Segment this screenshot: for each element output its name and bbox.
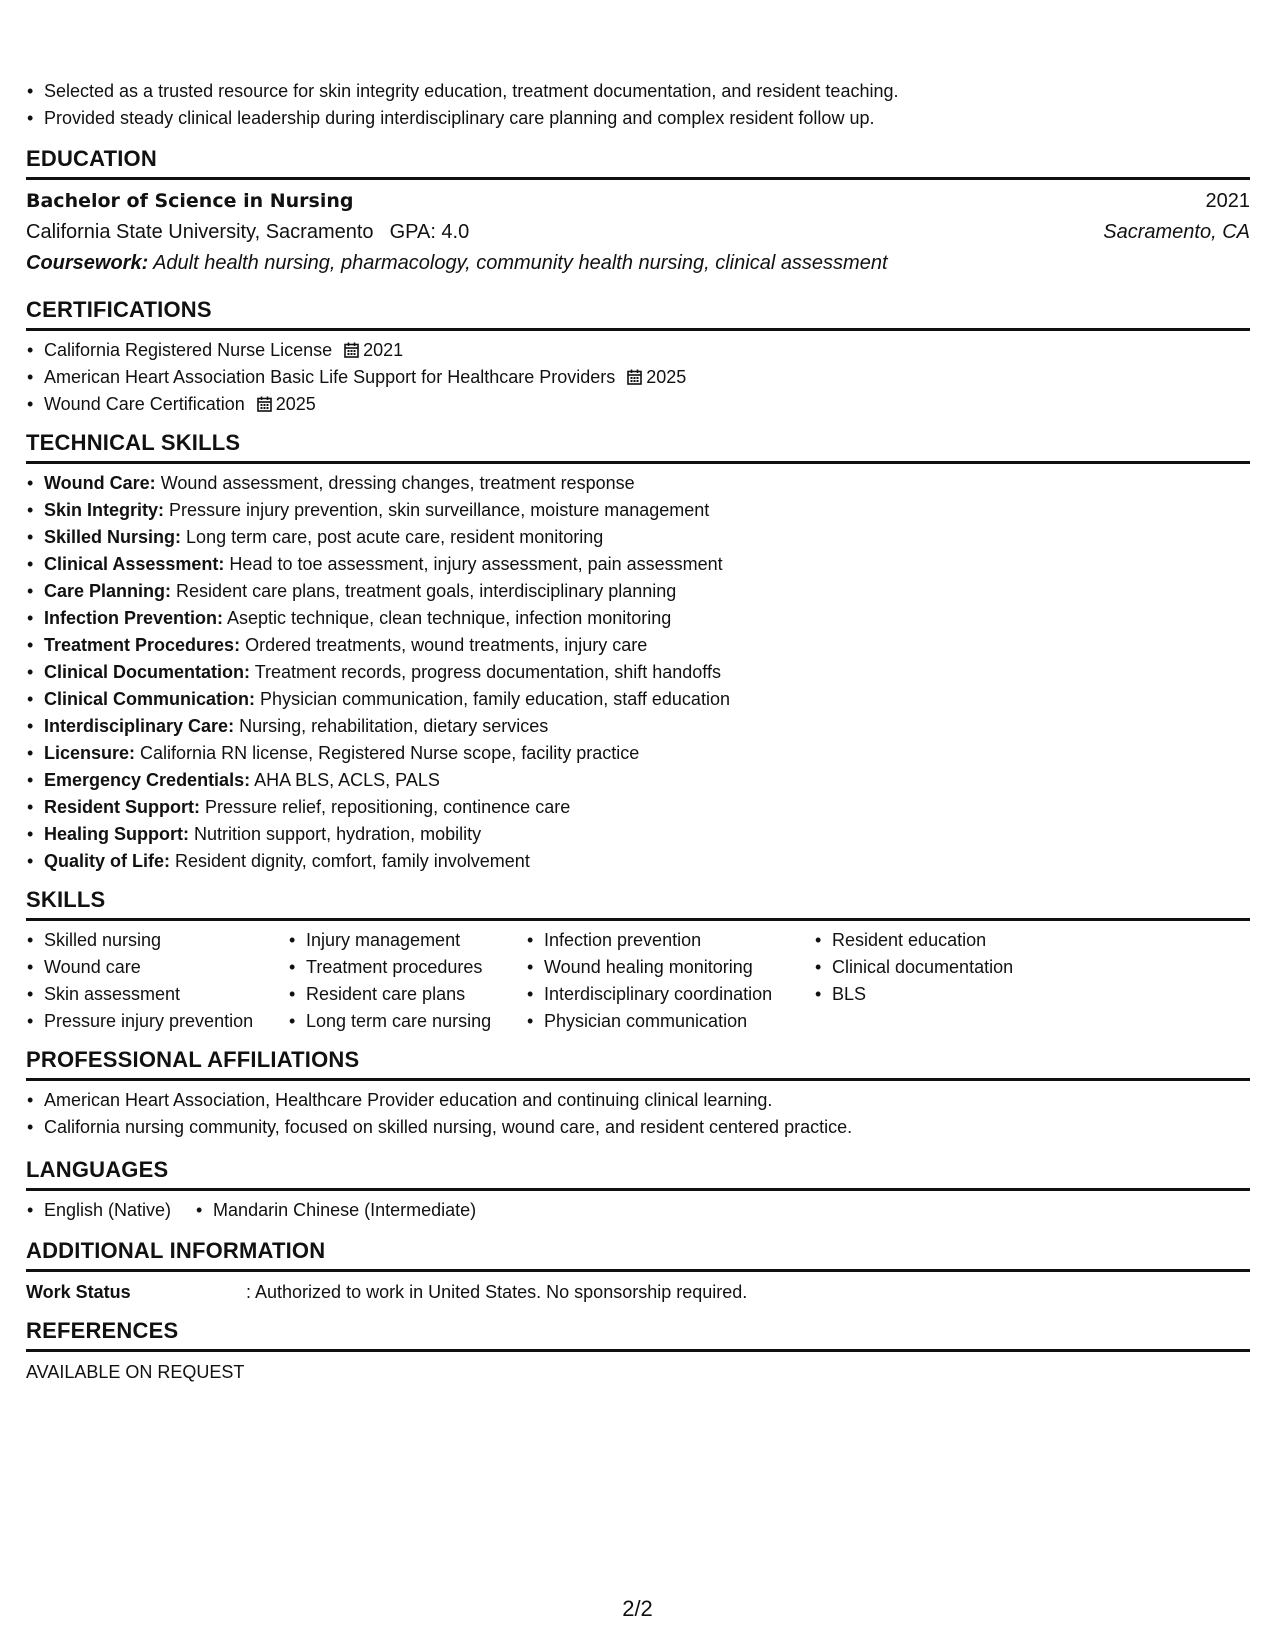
section-heading: EDUCATION: [26, 146, 1250, 180]
affiliation-item: • California nursing community, focused on skilled nursing, wound care, and resident centered practice.: [26, 1114, 1250, 1141]
technical-skill-item: [26, 767, 1250, 794]
certification-item: [26, 364, 1250, 391]
calendar-icon: [257, 396, 272, 412]
skill-text: Head to toe assessment, injury assessment, pain assessment: [229, 554, 723, 574]
skill-item: • Skilled nursing: [26, 927, 266, 954]
section-heading: SKILLS: [26, 887, 1250, 921]
education-section: [26, 146, 1250, 279]
affiliation-item: • American Heart Association, Healthcare Provider education and continuing clinical learning.: [26, 1087, 1250, 1114]
additional-info-section: [26, 1238, 1250, 1306]
skill-item: • Physician communication: [526, 1008, 792, 1035]
skill-label: Wound Care:: [44, 473, 156, 493]
skill-item: • Wound healing monitoring: [526, 954, 792, 981]
skill-label: Licensure:: [44, 743, 136, 763]
skill-text: Resident care plans, treatment goals, interdisciplinary planning: [176, 581, 677, 601]
skill-label: Clinical Documentation:: [44, 662, 251, 682]
skill-label: Healing Support:: [44, 824, 189, 844]
list-item: • Selected as a trusted resource for skin integrity education, treatment documentation, and resident teaching.: [26, 78, 1250, 105]
skill-label: Care Planning:: [44, 581, 172, 601]
skill-text: Treatment records, progress documentation, shift handoffs: [254, 662, 721, 682]
technical-skill-item: [26, 524, 1250, 551]
section-heading: LANGUAGES: [26, 1157, 1250, 1191]
technical-skill-item: [26, 497, 1250, 524]
technical-skills-section: [26, 430, 1250, 875]
skill-item: • Resident care plans: [288, 981, 504, 1008]
calendar-icon: [627, 369, 642, 385]
skill-text: Pressure relief, repositioning, continence care: [205, 797, 571, 817]
technical-skill-item: [26, 605, 1250, 632]
skill-item: • Wound care: [26, 954, 266, 981]
technical-skill-item: [26, 470, 1250, 497]
technical-skill-item: [26, 578, 1250, 605]
certification-item: [26, 337, 1250, 364]
skills-column: [288, 927, 504, 1035]
calendar-icon: [344, 342, 359, 358]
skill-item: • BLS: [814, 981, 1013, 1008]
skill-text: Wound assessment, dressing changes, treatment response: [160, 473, 635, 493]
education-location: Sacramento, CA: [1103, 221, 1250, 243]
skill-label: Clinical Communication:: [44, 689, 256, 709]
skill-text: Nutrition support, hydration, mobility: [194, 824, 482, 844]
references-section: [26, 1318, 1250, 1386]
technical-skill-item: [26, 794, 1250, 821]
list-item: • Provided steady clinical leadership during interdisciplinary care planning and complex resident follow up.: [26, 105, 1250, 132]
skills-column: [526, 927, 792, 1035]
skill-item: • Interdisciplinary coordination: [526, 981, 792, 1008]
skill-label: Emergency Credentials:: [44, 770, 251, 790]
certification-year: 2025: [646, 367, 687, 387]
skill-label: Skin Integrity:: [44, 500, 165, 520]
certification-item: [26, 391, 1250, 418]
skill-label: Treatment Procedures:: [44, 635, 241, 655]
skill-item: • Clinical documentation: [814, 954, 1013, 981]
certification-year: 2021: [363, 340, 404, 360]
section-heading: REFERENCES: [26, 1318, 1250, 1352]
section-heading: PROFESSIONAL AFFILIATIONS: [26, 1047, 1250, 1081]
certification-year: 2025: [275, 394, 316, 414]
work-status-value: : Authorized to work in United States. No sponsorship required.: [246, 1282, 748, 1302]
skill-item: • Injury management: [288, 927, 504, 954]
section-heading: CERTIFICATIONS: [26, 297, 1250, 331]
intro-bullet-list: [26, 78, 1250, 132]
skill-text: AHA BLS, ACLS, PALS: [254, 770, 440, 790]
certification-name: Wound Care Certification: [44, 394, 245, 414]
skill-text: California RN license, Registered Nurse scope, facility practice: [140, 743, 640, 763]
coursework-text: Adult health nursing, pharmacology, community health nursing, clinical assessment: [153, 252, 888, 274]
technical-skill-item: [26, 551, 1250, 578]
skills-column: [26, 927, 266, 1035]
technical-skill-item: [26, 740, 1250, 767]
languages-section: [26, 1157, 1250, 1224]
skill-label: Resident Support:: [44, 797, 200, 817]
coursework-label: Coursework:: [26, 252, 149, 274]
coursework: [26, 248, 888, 279]
degree-title: Bachelor of Science in Nursing: [26, 190, 354, 212]
skill-label: Infection Prevention:: [44, 608, 224, 628]
skill-item: • Skin assessment: [26, 981, 266, 1008]
skill-text: Aseptic technique, clean technique, infection monitoring: [227, 608, 672, 628]
skill-text: Physician communication, family education, staff education: [260, 689, 730, 709]
skill-text: Ordered treatments, wound treatments, injury care: [245, 635, 648, 655]
technical-skill-item: [26, 659, 1250, 686]
resume-page-2: [26, 78, 1250, 1386]
skills-grid: [26, 927, 1250, 1035]
skills-column: [814, 927, 1013, 1035]
affiliations-section: [26, 1047, 1250, 1141]
technical-skill-item: [26, 848, 1250, 875]
language-item: • English (Native): [26, 1197, 171, 1224]
certification-name: American Heart Association Basic Life Support for Healthcare Providers: [44, 367, 616, 387]
skill-item: • Treatment procedures: [288, 954, 504, 981]
technical-skill-item: [26, 632, 1250, 659]
skill-item: • Pressure injury prevention: [26, 1008, 266, 1035]
references-text: AVAILABLE ON REQUEST: [26, 1362, 245, 1382]
skill-text: Nursing, rehabilitation, dietary services: [239, 716, 549, 736]
skill-item: • Infection prevention: [526, 927, 792, 954]
skill-label: Clinical Assessment:: [44, 554, 225, 574]
skill-text: Long term care, post acute care, resident monitoring: [186, 527, 604, 547]
skill-item: • Long term care nursing: [288, 1008, 504, 1035]
work-status-label: Work Status: [26, 1282, 131, 1302]
gpa: GPA: 4.0: [389, 221, 470, 243]
technical-skill-item: [26, 713, 1250, 740]
technical-skill-item: [26, 686, 1250, 713]
skill-label: Interdisciplinary Care:: [44, 716, 235, 736]
section-heading: ADDITIONAL INFORMATION: [26, 1238, 1250, 1272]
certification-name: California Registered Nurse License: [44, 340, 333, 360]
language-item: • Mandarin Chinese (Intermediate): [195, 1197, 476, 1224]
skill-text: Pressure injury prevention, skin surveillance, moisture management: [169, 500, 710, 520]
institution-name: California State University, Sacramento: [26, 221, 374, 243]
graduation-year: 2021: [1205, 190, 1250, 212]
page-number: 2/2: [622, 1596, 653, 1621]
skill-label: Quality of Life:: [44, 851, 170, 871]
skills-section: [26, 887, 1250, 1035]
section-heading: TECHNICAL SKILLS: [26, 430, 1250, 464]
skill-label: Skilled Nursing:: [44, 527, 182, 547]
skill-item: • Resident education: [814, 927, 1013, 954]
technical-skill-item: [26, 821, 1250, 848]
certifications-section: [26, 297, 1250, 418]
skill-text: Resident dignity, comfort, family involvement: [175, 851, 530, 871]
